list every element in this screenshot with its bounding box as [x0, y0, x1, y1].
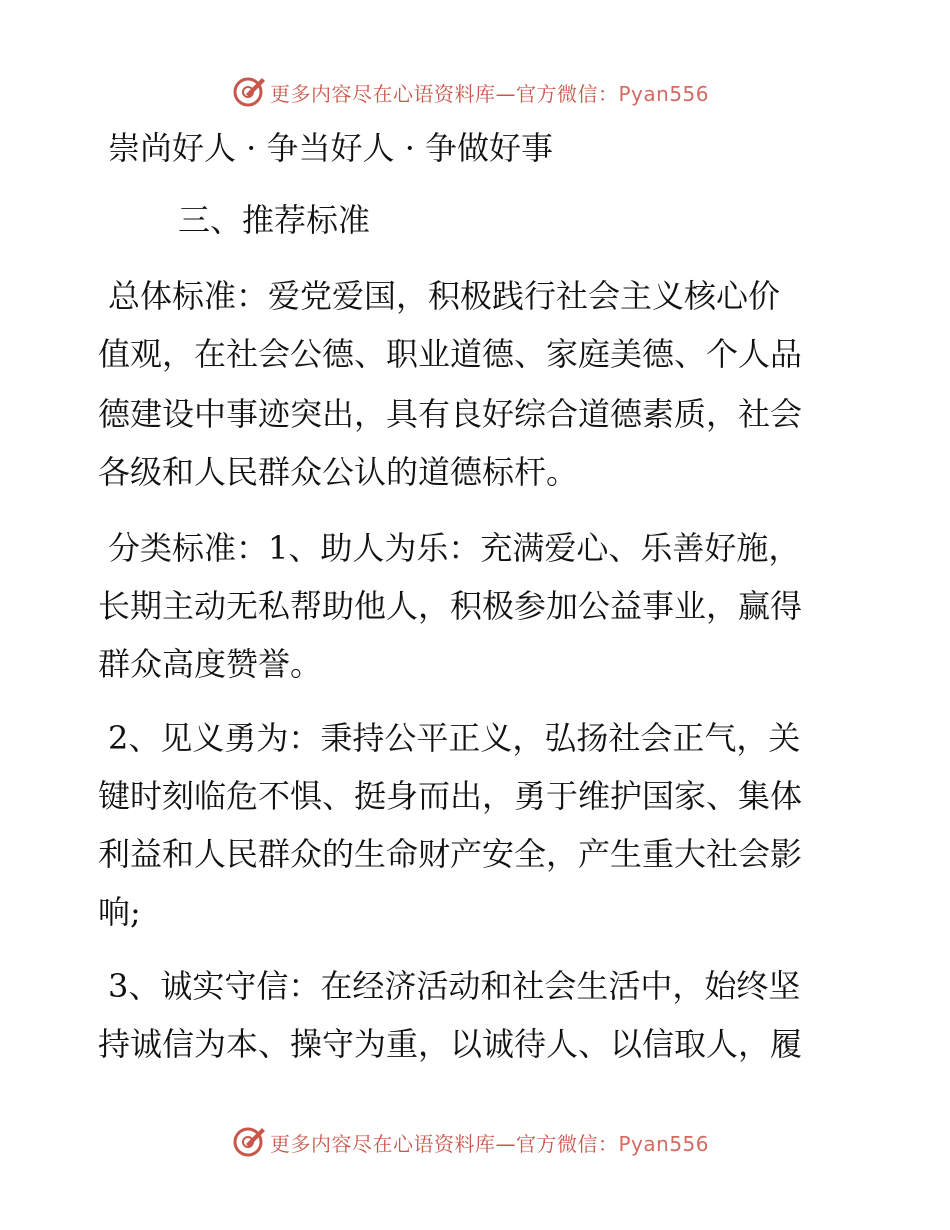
category-line-3: 群众高度赞誉。	[98, 645, 323, 683]
overall-line-2: 值观，在社会公德、职业道德、家庭美德、个人品	[98, 335, 803, 373]
watermark-slogan: 更多内容尽在心语资料库	[270, 82, 496, 106]
overall-line-4: 各级和人民群众公认的道德标杆。	[98, 453, 579, 491]
pen-logo-icon	[232, 1124, 266, 1158]
item3-line-2: 持诚信为本、操守为重，以诚待人、以信取人，履	[98, 1025, 803, 1063]
pen-logo-icon	[232, 74, 266, 108]
category-line-1: 分类标准：1、助人为乐：充满爱心、乐善好施，	[108, 529, 801, 567]
watermark-id: Pyan556	[618, 1132, 710, 1156]
watermark-dash: —	[495, 1132, 516, 1156]
item2-line-2: 键时刻临危不惧、挺身而出，勇于维护国家、集体	[98, 777, 803, 815]
item2-line-4: 响;	[98, 893, 141, 931]
section-heading: 三、推荐标准	[178, 201, 371, 239]
watermark-label: 官方微信：	[516, 82, 619, 106]
category-line-2: 长期主动无私帮助他人，积极参加公益事业，赢得	[98, 587, 803, 625]
header-watermark	[0, 72, 950, 112]
item2-line-1: 2、见义勇为：秉持公平正义，弘扬社会正气，关	[108, 719, 801, 757]
watermark-slogan: 更多内容尽在心语资料库	[270, 1132, 496, 1156]
watermark-label: 官方微信：	[516, 1132, 619, 1156]
item2-line-3: 利益和人民群众的生命财产安全，产生重大社会影	[98, 835, 803, 873]
footer-watermark	[0, 1122, 950, 1162]
watermark-dash: —	[495, 82, 516, 106]
overall-line-1: 总体标准：爱党爱国，积极践行社会主义核心价	[108, 277, 781, 315]
watermark-id: Pyan556	[618, 82, 710, 106]
watermark-text	[270, 78, 709, 107]
item3-line-1: 3、诚实守信：在经济活动和社会生活中，始终坚	[108, 967, 801, 1005]
heading-slogan: 崇尚好人 · 争当好人 · 争做好事	[108, 129, 554, 167]
watermark-text	[270, 1128, 709, 1157]
overall-line-3: 德建设中事迹突出，具有良好综合道德素质，社会	[98, 395, 803, 433]
